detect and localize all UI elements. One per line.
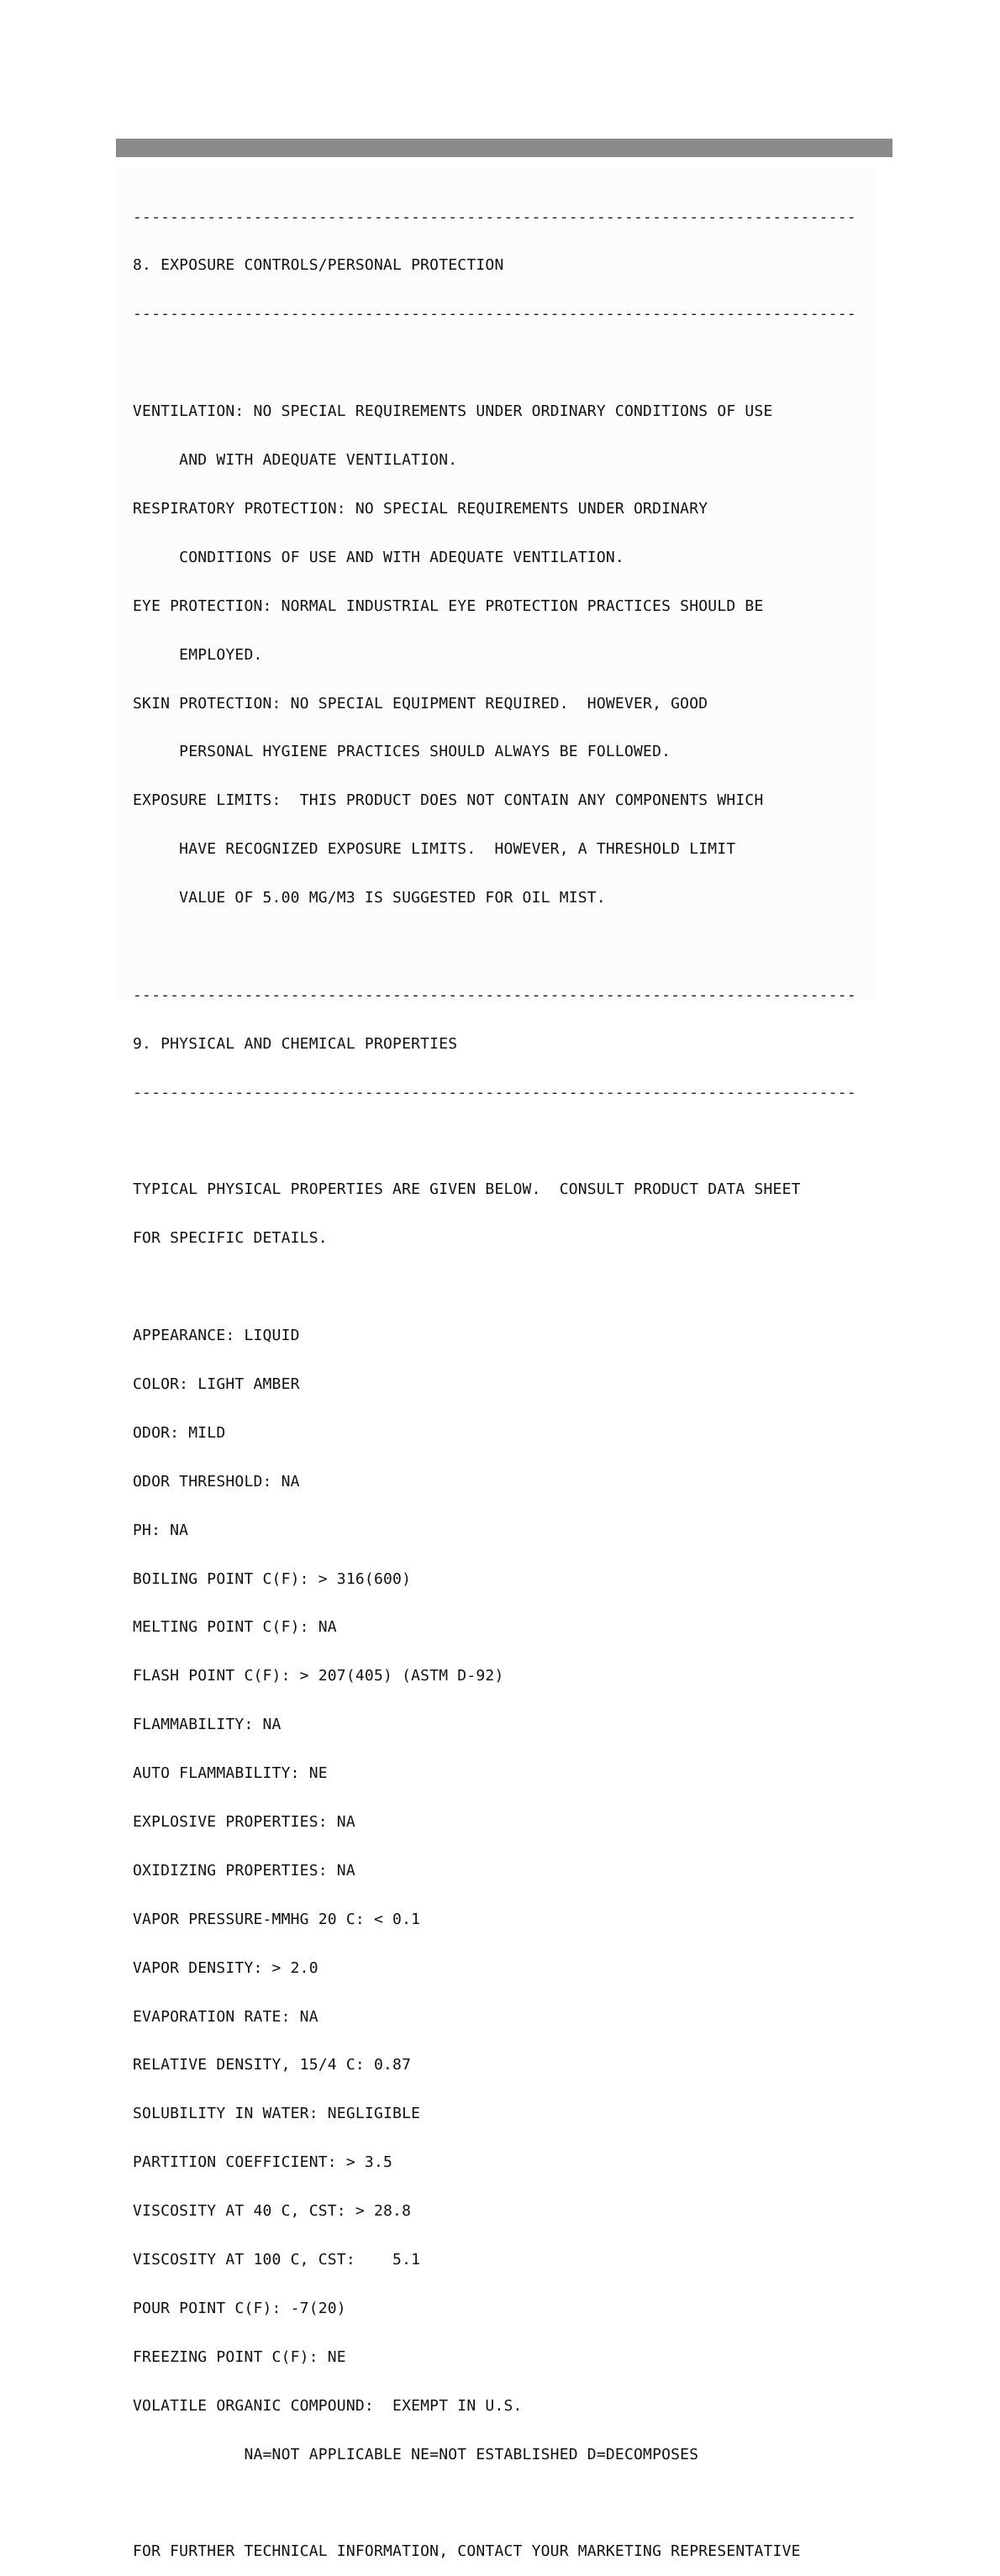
text-line: CONDITIONS OF USE AND WITH ADEQUATE VENTILATION. [133, 548, 624, 566]
property-line: MELTING POINT C(F): NA [133, 1618, 337, 1637]
property-line: PH: NA [133, 1521, 189, 1539]
text-line: AND WITH ADEQUATE VENTILATION. [133, 451, 458, 470]
property-line: ODOR: MILD [133, 1423, 226, 1442]
property-line: EXPLOSIVE PROPERTIES: NA [133, 1812, 355, 1831]
intro-line: TYPICAL PHYSICAL PROPERTIES ARE GIVEN BELOW. CONSULT PRODUCT DATA SHEET [133, 1180, 801, 1199]
section-8-title: 8. EXPOSURE CONTROLS/PERSONAL PROTECTION [133, 256, 504, 275]
divider-line: ------------------------------------------------------------------------------ [133, 208, 856, 225]
text-line: SKIN PROTECTION: NO SPECIAL EQUIPMENT REQUIRED. HOWEVER, GOOD [133, 694, 708, 712]
property-line: FREEZING POINT C(F): NE [133, 2347, 346, 2366]
property-line: APPEARANCE: LIQUID [133, 1327, 300, 1345]
property-line: VISCOSITY AT 100 C, CST: 5.1 [133, 2251, 421, 2268]
text-line: PERSONAL HYGIENE PRACTICES SHOULD ALWAYS BE FOLLOWED. [133, 743, 671, 761]
property-line: FLASH POINT C(F): > 207(405) (ASTM D-92) [133, 1667, 504, 1685]
text-line: EYE PROTECTION: NORMAL INDUSTRIAL EYE PROTECTION PRACTICES SHOULD BE [133, 597, 764, 615]
property-line: OXIDIZING PROPERTIES: NA [133, 1861, 355, 1879]
section-9-title: 9. PHYSICAL AND CHEMICAL PROPERTIES [133, 1034, 458, 1053]
divider-line: ------------------------------------------------------------------------------ [133, 306, 856, 323]
property-line: ODOR THRESHOLD: NA [133, 1472, 300, 1490]
divider-line: ------------------------------------------------------------------------------ [133, 986, 856, 1004]
property-line: VAPOR DENSITY: > 2.0 [133, 1958, 318, 1977]
property-line: POUR POINT C(F): -7(20) [133, 2299, 346, 2317]
property-line: COLOR: LIGHT AMBER [133, 1375, 300, 1393]
header-bar [116, 139, 892, 157]
text-line: EXPOSURE LIMITS: THIS PRODUCT DOES NOT CONTAIN ANY COMPONENTS WHICH [133, 791, 764, 810]
text-line: VENTILATION: NO SPECIAL REQUIREMENTS UNDER ORDINARY CONDITIONS OF USE [133, 402, 773, 421]
property-line: EVAPORATION RATE: NA [133, 2007, 318, 2026]
text-line: VALUE OF 5.00 MG/M3 IS SUGGESTED FOR OIL MIST. [133, 889, 606, 907]
intro-line: FOR SPECIFIC DETAILS. [133, 1229, 328, 1248]
divider-line: ------------------------------------------------------------------------------ [133, 1084, 856, 1101]
abbreviation-legend: NA=NOT APPLICABLE NE=NOT ESTABLISHED D=DECOMPOSES [133, 2445, 699, 2463]
text-line: RESPIRATORY PROTECTION: NO SPECIAL REQUIREMENTS UNDER ORDINARY [133, 499, 708, 518]
property-line: AUTO FLAMMABILITY: NE [133, 1764, 328, 1783]
property-line: VISCOSITY AT 40 C, CST: > 28.8 [133, 2202, 412, 2221]
text-line: EMPLOYED. [133, 645, 263, 664]
property-line: VOLATILE ORGANIC COMPOUND: EXEMPT IN U.S. [133, 2396, 523, 2415]
property-line: PARTITION COEFFICIENT: > 3.5 [133, 2153, 393, 2172]
footer-note: FOR FURTHER TECHNICAL INFORMATION, CONTACT YOUR MARKETING REPRESENTATIVE [133, 2542, 801, 2561]
property-line: RELATIVE DENSITY, 15/4 C: 0.87 [133, 2056, 412, 2074]
text-line: HAVE RECOGNIZED EXPOSURE LIMITS. HOWEVER, A THRESHOLD LIMIT [133, 840, 736, 859]
property-line: VAPOR PRESSURE-MMHG 20 C: < 0.1 [133, 1910, 421, 1928]
property-line: FLAMMABILITY: NA [133, 1716, 282, 1734]
property-line: BOILING POINT C(F): > 316(600) [133, 1569, 412, 1588]
property-line: SOLUBILITY IN WATER: NEGLIGIBLE [133, 2105, 421, 2123]
document-content [133, 176, 872, 2576]
